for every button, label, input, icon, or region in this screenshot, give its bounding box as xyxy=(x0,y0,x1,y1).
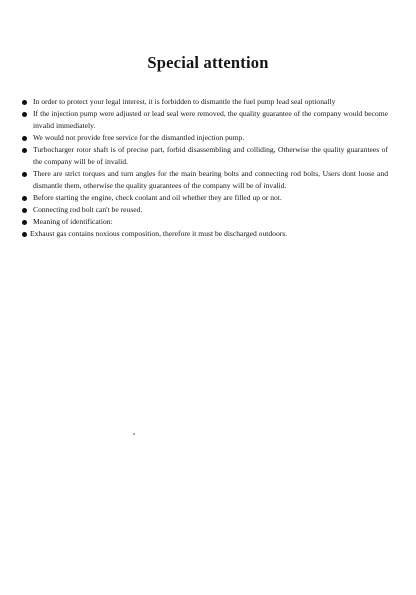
list-item xyxy=(22,108,388,132)
bullet-icon xyxy=(22,220,27,225)
list-item xyxy=(22,204,388,216)
list-item-text: In order to protect your legal interest, it is forbidden to dismantle the fuel pump lead seal optionally xyxy=(33,97,336,106)
attention-list xyxy=(22,96,388,240)
list-item-text: If the injection pump were adjusted or lead seal were removed, the quality guarantee of the company would become invalid immediately. xyxy=(33,109,388,130)
list-item xyxy=(22,168,388,192)
list-item xyxy=(22,132,388,144)
page-title: Special attention xyxy=(147,53,269,72)
bullet-icon xyxy=(22,136,27,141)
bullet-icon xyxy=(22,208,27,213)
list-item xyxy=(22,96,388,108)
list-item xyxy=(22,144,388,168)
list-item-text: Meaning of identification: xyxy=(33,217,113,226)
list-item xyxy=(22,192,388,204)
bullet-icon xyxy=(22,100,27,105)
list-item-text: We would not provide free service for the dismantled injection pump. xyxy=(33,133,245,142)
list-item-text: Exhaust gas contains noxious composition, therefore it must be discharged outdoors. xyxy=(30,229,288,238)
scan-speck xyxy=(133,433,135,435)
list-item-text: Before starting the engine, check coolant and oil whether they are filled up or not. xyxy=(33,193,282,202)
bullet-icon xyxy=(22,172,27,177)
list-item xyxy=(22,228,388,240)
bullet-icon xyxy=(22,112,27,117)
list-item-text: Connecting rod bolt can't be reused. xyxy=(33,205,143,214)
bullet-icon xyxy=(22,148,27,153)
bullet-icon xyxy=(22,232,27,237)
bullet-icon xyxy=(22,196,27,201)
list-item-text: Turbocharger rotor shaft is of precise part, forbid disassembling and colliding, Otherwise the quality guarantees of the company will be of invalid. xyxy=(33,145,388,166)
list-item-text: There are strict torques and turn angles for the main bearing bolts and connecting rod bolts, Users dont loose and dismantle them, otherwise the quality guarantees of the company will be of invalid. xyxy=(33,169,388,190)
list-item xyxy=(22,216,388,228)
